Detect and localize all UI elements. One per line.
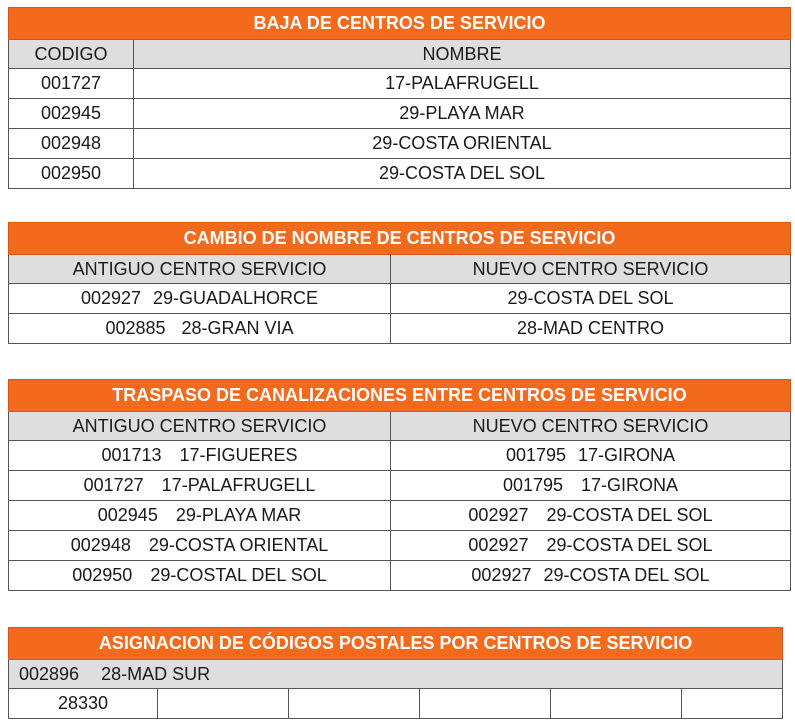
nuevo-cell <box>391 561 791 591</box>
new-code: 001795 <box>502 475 564 495</box>
old-name: 29-PLAYA MAR <box>175 505 302 525</box>
postal-code-cell <box>289 689 420 719</box>
nuevo-cell <box>391 441 791 471</box>
antiguo-cell <box>9 561 391 591</box>
new-name: 17-GIRONA <box>578 445 676 465</box>
col-nombre-header: NOMBRE <box>134 40 791 69</box>
old-code: 001727 <box>83 475 144 495</box>
postal-code-cell <box>551 689 682 719</box>
old-code: 002927 <box>80 288 142 308</box>
table-row <box>9 531 791 561</box>
table-row <box>9 314 791 344</box>
antiguo-cell <box>9 531 391 561</box>
nombre-cell: 17-PALAFRUGELL <box>134 69 791 99</box>
nuevo-cell <box>391 284 791 314</box>
asignacion-table <box>8 627 783 719</box>
antiguo-cell <box>9 441 391 471</box>
postal-code-cell <box>682 689 783 719</box>
new-name: 28-MAD CENTRO <box>516 318 664 338</box>
codigo-cell: 002950 <box>9 159 134 189</box>
old-name: 29-COSTA ORIENTAL <box>148 535 329 555</box>
old-name: 17-PALAFRUGELL <box>161 475 316 495</box>
codigo-cell: 002948 <box>9 129 134 159</box>
antiguo-cell <box>9 471 391 501</box>
nuevo-cell <box>391 314 791 344</box>
new-code: 002927 <box>471 565 532 585</box>
nombre-cell: 29-COSTA ORIENTAL <box>134 129 791 159</box>
old-code: 002885 <box>105 318 166 338</box>
table-row <box>9 129 791 159</box>
baja-title: BAJA DE CENTROS DE SERVICIO <box>9 8 791 40</box>
col-antiguo-header: ANTIGUO CENTRO SERVICIO <box>9 412 391 441</box>
codigo-cell: 002945 <box>9 99 134 129</box>
old-code: 002945 <box>97 505 158 525</box>
table-row <box>9 284 791 314</box>
old-name: 29-GUADALHORCE <box>153 288 319 308</box>
old-name: 29-COSTAL DEL SOL <box>150 565 327 585</box>
new-code: 002927 <box>468 505 529 525</box>
antiguo-cell <box>9 314 391 344</box>
baja-table <box>8 7 791 189</box>
center-header <box>9 660 783 689</box>
postal-code-cell: 28330 <box>9 689 158 719</box>
traspaso-title: TRASPASO DE CANALIZACIONES ENTRE CENTROS DE SERVICIO <box>9 380 791 412</box>
postal-code-cell <box>420 689 551 719</box>
table-row <box>9 561 791 591</box>
table-row <box>9 471 791 501</box>
new-name: 29-COSTA DEL SOL <box>546 505 713 525</box>
antiguo-cell <box>9 501 391 531</box>
new-name: 17-GIRONA <box>581 475 679 495</box>
postal-code-cell <box>158 689 289 719</box>
old-name: 28-GRAN VIA <box>181 318 294 338</box>
cambio-title: CAMBIO DE NOMBRE DE CENTROS DE SERVICIO <box>9 223 791 255</box>
antiguo-cell <box>9 284 391 314</box>
old-code: 002950 <box>72 565 133 585</box>
col-nuevo-header: NUEVO CENTRO SERVICIO <box>391 255 791 284</box>
col-codigo-header: CODIGO <box>9 40 134 69</box>
col-nuevo-header: NUEVO CENTRO SERVICIO <box>391 412 791 441</box>
col-antiguo-header: ANTIGUO CENTRO SERVICIO <box>9 255 391 284</box>
codigo-cell: 001727 <box>9 69 134 99</box>
table-row <box>9 501 791 531</box>
asignacion-title: ASIGNACION DE CÓDIGOS POSTALES POR CENTROS DE SERVICIO <box>9 628 783 660</box>
new-name: 29-COSTA DEL SOL <box>543 565 710 585</box>
old-name: 17-FIGUERES <box>179 445 298 465</box>
center-code: 002896 <box>19 663 80 684</box>
old-code: 001713 <box>101 445 162 465</box>
table-row <box>9 69 791 99</box>
nuevo-cell <box>391 471 791 501</box>
center-name: 28-MAD SUR <box>101 663 211 684</box>
cambio-table <box>8 222 791 344</box>
nombre-cell: 29-COSTA DEL SOL <box>134 159 791 189</box>
nuevo-cell <box>391 501 791 531</box>
table-row <box>9 689 783 719</box>
traspaso-table <box>8 379 791 591</box>
table-row <box>9 441 791 471</box>
table-row <box>9 99 791 129</box>
new-name: 29-COSTA DEL SOL <box>507 288 674 308</box>
new-name: 29-COSTA DEL SOL <box>546 535 713 555</box>
nombre-cell: 29-PLAYA MAR <box>134 99 791 129</box>
nuevo-cell <box>391 531 791 561</box>
new-code: 001795 <box>505 445 567 465</box>
old-code: 002948 <box>70 535 131 555</box>
new-code: 002927 <box>468 535 529 555</box>
table-row <box>9 159 791 189</box>
